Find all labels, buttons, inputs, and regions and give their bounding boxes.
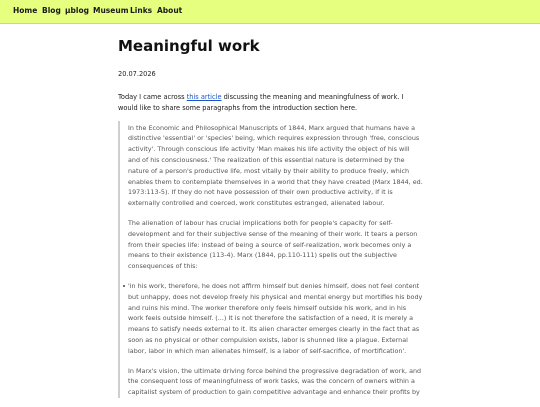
quote-list-item-text: 'in his work, therefore, he does not affirm himself but denies himself, does not feel content but unhappy, does not develop freely his physical and mental energy but mortifies his body and ruins his mind. The worker therefore only feels himself outside his work, and in his work feels outside himself. (...) It is not therefore the satisfaction of a need, it is merely a means to satisfy needs external to it. Its alien character emerges clearly in the fact that as soon as no physical or other compulsion exists, labor is shunned like a plague. External labor, labor in which man alienates himself, is a labor of self-sacrifice, of mortification'. <box>128 281 423 355</box>
nav-link-blog[interactable]: Blog <box>42 6 61 15</box>
nav-link-microblog[interactable]: μblog <box>65 6 89 15</box>
quote-paragraph-1: In the Economic and Philosophical Manuscripts of 1844, Marx argued that humans have a distinctive 'essential' or 'species' being, which requires expression through 'free, conscious activity'. Through conscious life activity 'Man makes his life activity the object of his will and of his consciousness.' The realization of this essential nature is determined by the nature of a person's productive life, most vitally by their ability to produce freely, which enables them to contemplate themselves in a world that they have created (Marx 1844, ed. 1973:113-5). If they do not have possession of their own productive activity, if it is externally controlled and coerced, work constitutes estranged, alienated labour. <box>128 123 423 208</box>
nav-link-about[interactable]: About <box>157 6 183 15</box>
intro-paragraph <box>118 92 423 114</box>
bullet-icon <box>123 285 125 287</box>
article-link[interactable]: this article <box>186 93 222 101</box>
quote-list <box>128 281 423 357</box>
article <box>118 36 423 407</box>
post-date: 20.07.2026 <box>118 70 156 78</box>
quote-paragraph-3: In Marx's vision, the ultimate driving force behind the progressive degradation of work, and the consequent loss of meaningfulness of work tasks, was the concern of owners within a capitalist system of production to gain competitive advantage and enhance their profits by <box>128 366 422 397</box>
top-navigation-bar <box>0 0 540 24</box>
nav-link-home[interactable]: Home <box>13 6 38 15</box>
quote-paragraph-2: The alienation of labour has crucial implications both for people's capacity for self-development and for their subjective sense of the meaning of their work. It tears a person from their species life: instead of being a source of self-realization, work becomes only a means to their existence (113-4). Marx (1844, pp.110-111) spells out the subjective consequences of this: <box>128 218 418 271</box>
quote-list-item <box>128 281 423 357</box>
quote-block <box>118 121 423 398</box>
intro-text-before: Today I came across <box>118 93 187 101</box>
intro-text-after: discussing the meaning and meaningfulness of work. I would like to share some paragraphs from the introduction section here. <box>118 93 404 112</box>
nav-link-museum[interactable]: Museum <box>93 6 129 15</box>
page-title: Meaningful work <box>118 37 260 55</box>
nav-link-links[interactable]: Links <box>130 6 153 15</box>
